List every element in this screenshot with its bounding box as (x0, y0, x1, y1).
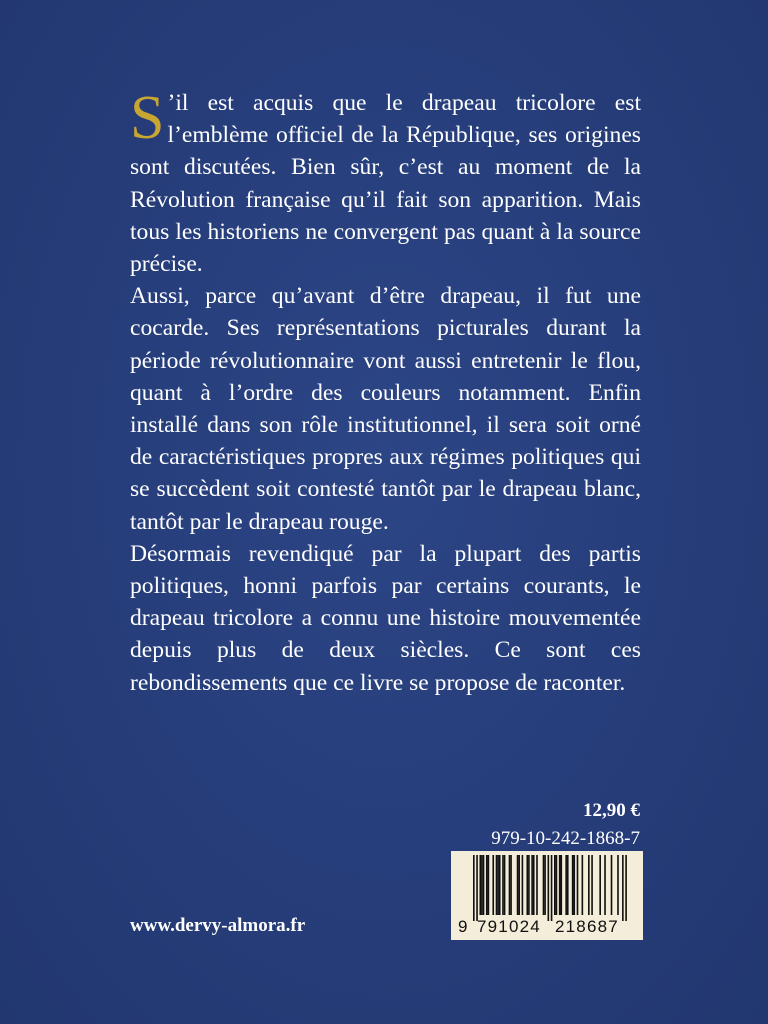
barcode-bar (479, 855, 481, 915)
barcode-bar (548, 855, 550, 921)
drop-cap: S (130, 84, 165, 152)
isbn-label: 979-10-242-1868-7 (491, 828, 640, 849)
barcode-bar (497, 855, 499, 915)
barcode-bar (591, 855, 593, 915)
barcode-bar (573, 855, 575, 915)
blurb-paragraph-1 (130, 84, 641, 280)
barcode (451, 851, 643, 940)
barcode-bar (604, 855, 606, 915)
barcode-bar (544, 855, 546, 915)
barcode-bar (560, 855, 562, 915)
barcode-bar (499, 855, 501, 915)
barcode-bar (554, 855, 556, 915)
barcode-bar (559, 855, 561, 915)
barcode-bar (582, 855, 584, 915)
barcode-left-group: 791024 (477, 917, 541, 936)
barcode-first-digit: 9 (458, 917, 468, 936)
barcode-bar (567, 855, 569, 915)
barcode-bar (476, 855, 478, 921)
barcode-bar (518, 855, 520, 915)
barcode-bars (451, 851, 643, 921)
barcode-bar (556, 855, 558, 915)
barcode-bar (572, 855, 574, 915)
back-cover-blurb (130, 84, 641, 699)
barcode-digits (451, 917, 643, 937)
barcode-bar (625, 855, 627, 921)
barcode-bar (509, 855, 511, 915)
blurb-paragraph-2: Aussi, parce qu’avant d’être drapeau, il fut une cocarde. Ses représentations picturales durant la période révolutionnaire vont aussi entretenir le flou, quant à l’ordre des couleurs notamment. Enfin installé dans son rôle institutionnel, il sera soit orné de caractéristiques propres aux régimes politiques qui se succèdent soit contesté tantôt par le drapeau blanc, tantôt par le drapeau rouge. (130, 283, 641, 535)
barcode-bar (551, 855, 553, 921)
barcode-bar (486, 855, 488, 915)
barcode-bar (536, 855, 538, 915)
barcode-bar (533, 855, 535, 915)
blurb-paragraph-1-text: ’il est acquis que le drapeau tricolore est l’emblème officiel de la République, ses origines sont discutées. Bien sûr, c’est au moment de la Révolution française qu’il fait son apparition. Mais tous les historiens ne convergent pas quant à la source précise. (130, 90, 641, 278)
barcode-bar (617, 855, 619, 915)
publisher-website: www.dervy-almora.fr (130, 915, 306, 936)
barcode-bar (473, 855, 475, 921)
barcode-bar (528, 855, 530, 915)
barcode-bar (588, 855, 590, 915)
barcode-bar (481, 855, 483, 915)
barcode-bar (488, 855, 490, 915)
price-label: 12,90 € (583, 800, 640, 821)
barcode-bar (517, 855, 519, 915)
barcode-bar (483, 855, 485, 915)
blurb-paragraph-3: Désormais revendiqué par la plupart des partis politiques, honni parfois par certains courants, le drapeau tricolore a connu une histoire mouvementée depuis plus de deux siècles. Ce sont ces rebondissements que ce livre se propose de raconter. (130, 540, 641, 696)
barcode-bar (526, 855, 528, 915)
barcode-bar (510, 855, 512, 915)
barcode-right-group: 218687 (555, 917, 619, 936)
barcode-bar (531, 855, 533, 915)
barcode-bar (502, 855, 504, 915)
barcode-bar (522, 855, 524, 915)
barcode-bar (622, 855, 624, 921)
barcode-bar (492, 855, 494, 915)
barcode-bar (496, 855, 498, 915)
barcode-bar (543, 855, 545, 915)
barcode-bar (565, 855, 567, 915)
barcode-bar (504, 855, 506, 915)
barcode-bar (599, 855, 601, 915)
barcode-bar (611, 855, 613, 915)
barcode-bar (577, 855, 579, 915)
